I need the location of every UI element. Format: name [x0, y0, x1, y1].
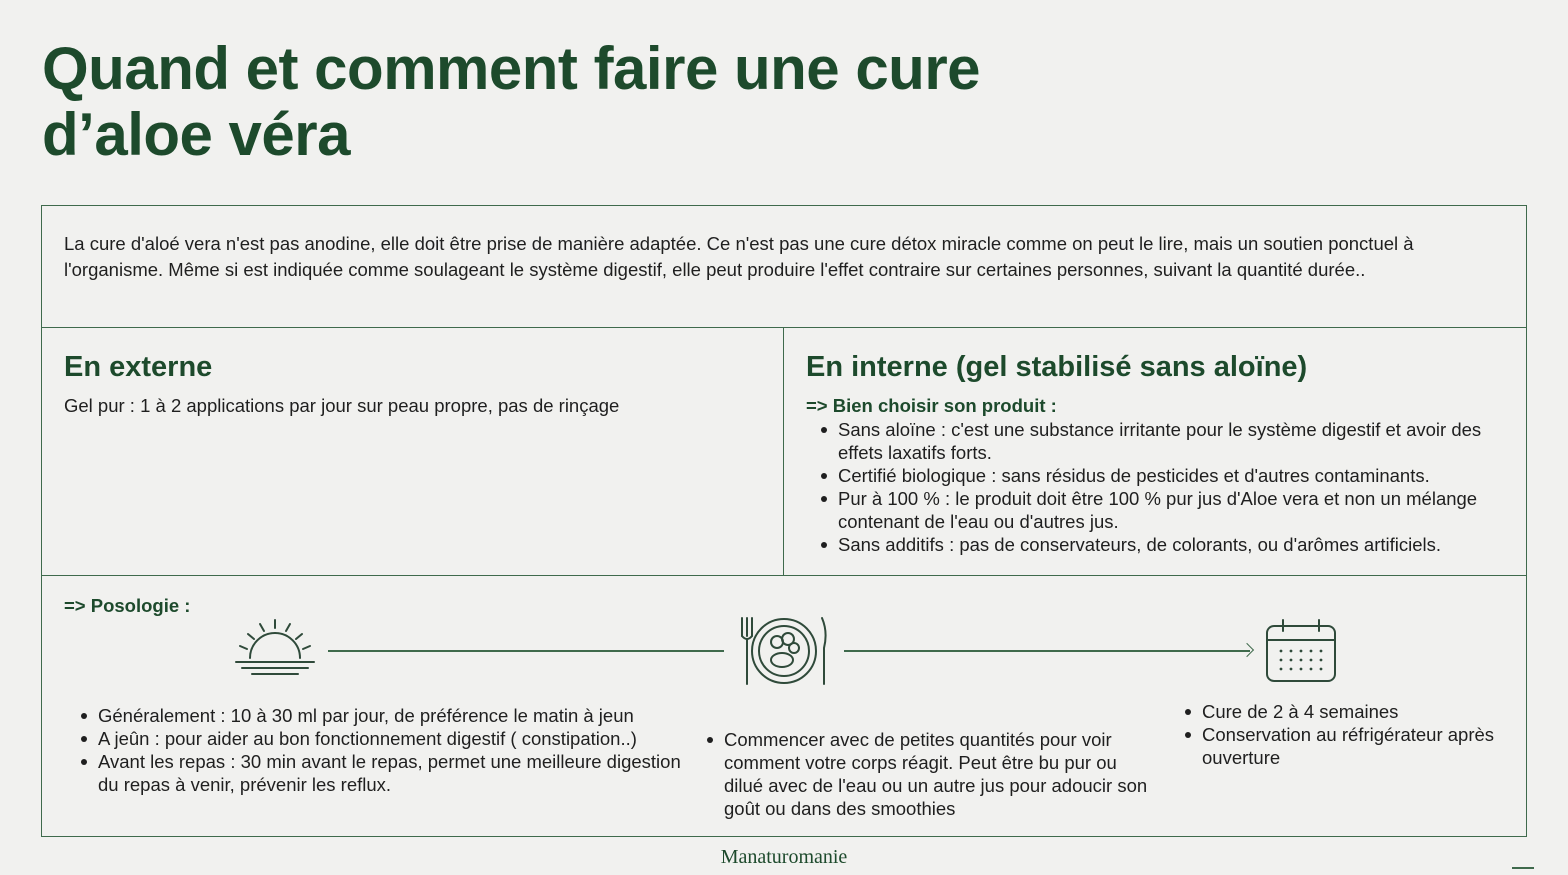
page-title: [42, 36, 1142, 168]
section-interne: [784, 328, 1526, 576]
page-title-line-2: d’aloe véra: [42, 101, 351, 168]
meal-plate-icon: [734, 614, 834, 688]
corner-divider: [1512, 867, 1534, 869]
list-item: Sans additifs : pas de conservateurs, de colorants, ou d'arômes artificiels.: [838, 533, 1504, 556]
posologie-list-2: [692, 728, 1152, 820]
timeline-arrowhead: [1240, 643, 1254, 657]
list-item: Cure de 2 à 4 semaines: [1202, 700, 1500, 723]
timeline-line-1: [328, 650, 724, 652]
list-item: Conservation au réfrigérateur après ouverture: [1202, 723, 1500, 769]
list-item: Certifié biologique : sans résidus de pesticides et d'autres contaminants.: [838, 464, 1504, 487]
list-item: Sans aloïne : c'est une substance irritante pour le système digestif et avoir des effets laxatifs forts.: [838, 418, 1504, 464]
externe-text: Gel pur : 1 à 2 applications par jour sur peau propre, pas de rinçage: [64, 395, 620, 416]
timeline-line-2: [844, 650, 1250, 652]
info-frame: [41, 205, 1527, 837]
posologie-heading: => Posologie :: [64, 595, 191, 616]
section-posologie: [42, 576, 1526, 836]
list-item: Pur à 100 % : le produit doit être 100 % pur jus d'Aloe vera et non un mélange contenant de l'eau ou d'autres jus.: [838, 487, 1504, 533]
sunrise-icon: [230, 616, 320, 682]
intro-paragraph: La cure d'aloé vera n'est pas anodine, elle doit être prise de manière adaptée. Ce n'est pas une cure détox miracle comme on peut le lire, mais un soutien ponctuel à l'organisme. Même si est indiquée comme soulageant le système digestif, elle peut produire l'effet contraire sur certaines personnes, suivant la quantité durée..: [42, 206, 1526, 328]
list-item: Commencer avec de petites quantités pour voir comment votre corps réagit. Peut être bu pur ou dilué avec de l'eau ou un autre jus pour adoucir son goût ou dans des smoothies: [724, 728, 1152, 820]
page-title-line-1: Quand et comment faire une cure: [42, 35, 981, 102]
section-externe: [42, 328, 784, 576]
posologie-list-3: [1170, 700, 1500, 769]
interne-heading: En interne (gel stabilisé sans aloïne): [806, 351, 1308, 383]
interne-list: [806, 418, 1504, 556]
list-item: A jeûn : pour aider au bon fonctionnement digestif ( constipation..): [98, 727, 706, 750]
brand-name: Manaturomanie: [720, 846, 848, 868]
interne-subheading: => Bien choisir son produit :: [806, 395, 1057, 416]
list-item: Généralement : 10 à 30 ml par jour, de préférence le matin à jeun: [98, 704, 706, 727]
externe-heading: En externe: [64, 351, 213, 383]
list-item: Avant les repas : 30 min avant le repas, permet une meilleure digestion du repas à venir, prévenir les reflux.: [98, 750, 706, 796]
posologie-list-1: [66, 704, 706, 796]
calendar-icon: [1264, 618, 1338, 684]
